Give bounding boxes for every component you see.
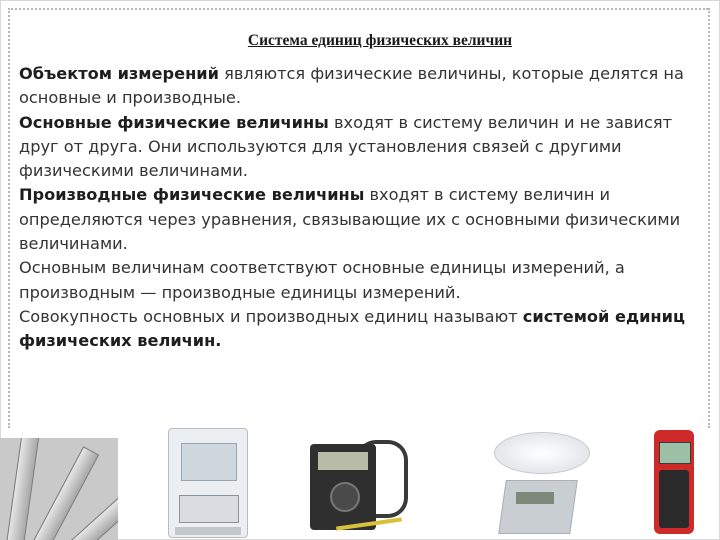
paragraph-derived-quantities [19, 183, 694, 256]
paragraph-text: входят в систему величин и определяются через уравнения, связывающие их с основными физическими величинами. [19, 185, 681, 254]
term-basic-quantities: Основные физические величины [19, 112, 329, 132]
paragraph-basic-quantities [19, 111, 694, 184]
manometer-image [654, 430, 694, 534]
term-measurement-object: Объектом измерений [19, 64, 219, 83]
paragraph-text: являются физические величины, которые делятся на основные и производные. [19, 64, 684, 108]
paragraph-measurement-object [19, 62, 694, 111]
slide-title: Система единиц физических величин [247, 32, 513, 49]
paragraph-text: Совокупность основных и производных единиц называют [19, 306, 523, 326]
electricity-meter-image [168, 428, 248, 538]
paragraph-unit-system [19, 305, 694, 354]
term-derived-quantities: Производные физические величины [19, 185, 365, 205]
decorative-border-right [708, 8, 710, 428]
paragraph-units: Основным величинам соответствуют основные единицы измерений, а производным — производные единицы измерений. [19, 258, 625, 302]
decorative-border-top [8, 8, 708, 10]
slide-body [19, 62, 694, 354]
term-unit-system: системой единиц физических величин. [19, 306, 685, 351]
ruler-set-image [0, 438, 118, 540]
decorative-border-left [8, 8, 10, 428]
paragraph-text: входят в систему величин и не зависят друг от друга. Они используются для установления связей с другими физическими величинами. [19, 112, 673, 181]
multimeter-image [296, 436, 406, 534]
scale-image [484, 428, 594, 536]
